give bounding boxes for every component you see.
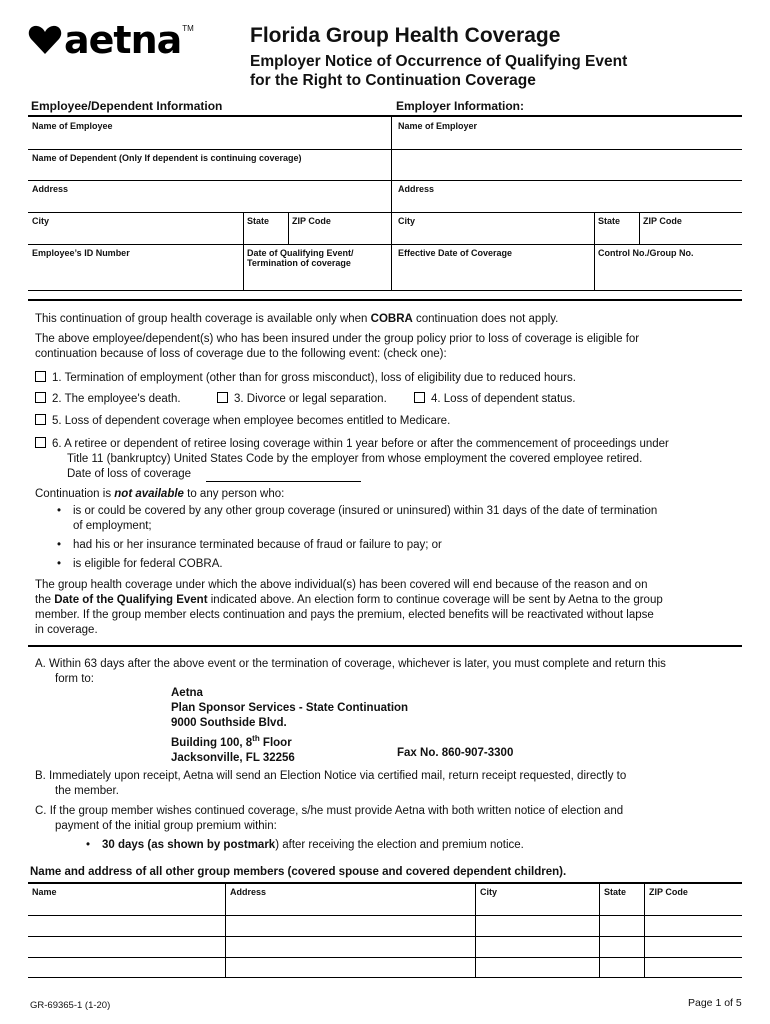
employer-address-field[interactable] <box>394 181 742 212</box>
members-col-zip: ZIP Code <box>649 887 688 897</box>
option-3-checkbox[interactable] <box>217 392 228 403</box>
employer-section-heading: Employer Information: <box>396 99 525 113</box>
members-table-bottom <box>28 977 742 978</box>
bullet-2-text: had his or her insurance terminated because of fraud or failure to pay; or <box>73 539 442 551</box>
employee-city-label: City <box>32 216 50 226</box>
table-row[interactable] <box>28 915 742 916</box>
cobra-text-a: This continuation of group health coverage is available only when <box>35 313 371 325</box>
instruction-c-bullet-rest: ) after receiving the election and premium notice. <box>275 839 524 851</box>
logo-trademark: TM <box>182 23 194 33</box>
heart-icon <box>28 25 62 55</box>
qualifying-event-bold: Date of the Qualifying Event <box>54 594 208 606</box>
subtitle-line-1: Employer Notice of Occurrence of Qualifying Event <box>250 53 628 70</box>
notice-top-border <box>28 299 742 301</box>
subtitle-line-2: for the Right to Continuation Coverage <box>250 72 536 89</box>
employer-city-label: City <box>398 216 416 226</box>
fax-number: Fax No. 860-907-3300 <box>397 747 514 759</box>
bullet-1: • is or could be covered by any other group coverage (insured or uninsured) within 31 days of the date of termination of employment; <box>57 505 658 532</box>
employee-name-field[interactable] <box>28 118 390 149</box>
option-5[interactable] <box>35 414 450 429</box>
dependent-name-field[interactable] <box>28 150 390 180</box>
coverage-end-line-2a: the <box>35 594 55 606</box>
address-line-4a: Building 100, 8 <box>171 736 253 749</box>
option-2[interactable] <box>35 392 181 407</box>
employee-state-field[interactable] <box>243 213 288 244</box>
address-line-1: Aetna <box>171 687 203 699</box>
option-5-checkbox[interactable] <box>35 414 46 425</box>
employer-blank-field[interactable] <box>394 150 742 180</box>
members-col-divider <box>644 884 645 977</box>
bullet-1-line-2: of employment; <box>73 520 152 532</box>
members-col-divider <box>225 884 226 977</box>
continuation-text-a: Continuation is <box>35 488 115 500</box>
employee-id-field[interactable] <box>28 245 242 290</box>
form-number: GR-69365-1 (1-20) <box>30 1000 111 1011</box>
coverage-end-line-1: The group health coverage under which the above individual(s) has been covered will end because of the reason and on <box>35 579 648 591</box>
mailing-address <box>171 686 408 766</box>
table-row[interactable] <box>28 957 742 958</box>
notice-bottom-border <box>28 645 742 647</box>
control-number-field[interactable] <box>594 245 742 290</box>
table-row[interactable] <box>28 936 742 937</box>
instruction-b-line-2: the member. <box>55 785 119 797</box>
instruction-c-bullet: • 30 days (as shown by postmark) after receiving the election and premium notice. <box>86 839 524 851</box>
page-title: Florida Group Health Coverage <box>250 24 561 47</box>
employee-address-label: Address <box>32 184 69 194</box>
effective-date-field[interactable] <box>394 245 594 290</box>
qualifying-event-date-field[interactable] <box>243 245 391 290</box>
qualifying-event-label-2: Termination of coverage <box>247 258 351 268</box>
bullet-2: • had his or her insurance terminated because of fraud or failure to pay; or <box>57 539 442 551</box>
employee-section-heading: Employee/Dependent Information <box>31 99 223 113</box>
employer-name-label: Name of Employer <box>398 121 478 131</box>
grid-bottom-border <box>28 290 742 291</box>
option-5-label: 5. Loss of dependent coverage when employee becomes entitled to Medicare. <box>52 415 451 427</box>
option-6-checkbox[interactable] <box>35 437 46 448</box>
coverage-end-line-4: in coverage. <box>35 624 98 636</box>
employer-zip-label: ZIP Code <box>643 216 682 226</box>
employer-state-field[interactable] <box>594 213 639 244</box>
loss-date-label: Date of loss of coverage <box>67 468 192 480</box>
coverage-end-line-2c: indicated above. An election form to continue coverage will be sent by Aetna to the group <box>207 594 663 606</box>
option-4[interactable] <box>414 392 576 407</box>
continuation-text-c: to any person who: <box>183 488 285 500</box>
instruction-a-line-2: form to: <box>55 673 94 685</box>
employee-id-label: Employee’s ID Number <box>32 248 130 258</box>
employee-state-label: State <box>247 216 270 226</box>
employer-state-label: State <box>598 216 621 226</box>
instruction-b-line-1: B. Immediately upon receipt, Aetna will send an Election Notice via certified mail, return receipt requested, directly to <box>35 770 627 782</box>
members-col-divider <box>599 884 600 977</box>
eligibility-line-2: continuation because of loss of coverage due to the following event: (check one): <box>35 348 447 360</box>
instruction-c <box>35 804 623 834</box>
control-number-label: Control No./Group No. <box>598 248 694 258</box>
option-3[interactable] <box>217 392 387 407</box>
members-col-city: City <box>480 887 498 897</box>
employer-zip-field[interactable] <box>639 213 742 244</box>
bullet-3: • is eligible for federal COBRA. <box>57 558 223 570</box>
option-4-checkbox[interactable] <box>414 392 425 403</box>
members-col-state: State <box>604 887 627 897</box>
address-line-4b: Floor <box>259 736 292 749</box>
instruction-c-line-1: C. If the group member wishes continued coverage, s/he must provide Aetna with both written notice of election and <box>35 805 624 817</box>
coverage-end-line-3: member. If the group member elects continuation and pays the premium, elected benefits will be reactivated without lapse <box>35 609 654 621</box>
employee-zip-field[interactable] <box>288 213 390 244</box>
members-col-address: Address <box>230 887 267 897</box>
dependent-name-label: Name of Dependent (Only If dependent is continuing coverage) <box>32 153 302 163</box>
cobra-text-c: continuation does not apply. <box>412 313 559 325</box>
address-line-3: 9000 Southside Blvd. <box>171 717 287 729</box>
employee-name-label: Name of Employee <box>32 121 113 131</box>
page-subtitle <box>250 52 720 90</box>
loss-date-input-line[interactable] <box>206 481 361 482</box>
option-6-line-2: Title 11 (bankruptcy) United States Code by the employer from whose employment the covered employee retired. <box>67 453 643 465</box>
option-1-checkbox[interactable] <box>35 371 46 382</box>
not-available-text: not available <box>114 488 184 500</box>
employer-city-field[interactable] <box>394 213 594 244</box>
option-1-label: 1. Termination of employment (other than for gross misconduct), loss of eligibility due to reduced hours. <box>52 372 576 384</box>
members-table-top <box>28 882 742 884</box>
option-6[interactable] <box>35 437 669 452</box>
employee-zip-label: ZIP Code <box>292 216 331 226</box>
option-6-label-1: 6. A retiree or dependent of retiree losing coverage within 1 year before or after the commencement of proceedings under <box>52 438 669 450</box>
continuation-text <box>35 487 284 502</box>
instruction-b <box>35 769 626 799</box>
instruction-a <box>35 657 666 687</box>
members-col-divider <box>475 884 476 977</box>
employer-name-field[interactable] <box>394 118 742 149</box>
logo-text: aetna <box>64 18 182 62</box>
aetna-logo <box>28 18 198 62</box>
employer-address-label: Address <box>398 184 435 194</box>
eligibility-text <box>35 332 639 362</box>
members-col-name: Name <box>32 887 57 897</box>
address-superscript: th <box>252 734 260 743</box>
option-4-label: 4. Loss of dependent status. <box>431 393 576 405</box>
page-number: Page 1 of 5 <box>688 997 742 1009</box>
option-1[interactable] <box>35 371 576 386</box>
instruction-a-line-1: A. Within 63 days after the above event or the termination of coverage, whichever is later, you must complete and return this <box>35 658 666 670</box>
bullet-3-text: is eligible for federal COBRA. <box>73 558 223 570</box>
coverage-end-text <box>35 578 663 638</box>
grid-top-border <box>28 115 742 117</box>
members-heading: Name and address of all other group members (covered spouse and covered dependent children). <box>30 866 567 878</box>
thirty-days-text: 30 days (as shown by postmark <box>102 839 276 851</box>
qualifying-event-label-1: Date of Qualifying Event/ <box>247 248 354 258</box>
employee-address-field[interactable] <box>28 181 390 212</box>
option-3-label: 3. Divorce or legal separation. <box>234 393 387 405</box>
eligibility-line-1: The above employee/dependent(s) who has been insured under the group policy prior to loss of coverage is eligible for <box>35 333 640 345</box>
cobra-text-bold: COBRA <box>370 313 413 325</box>
option-2-checkbox[interactable] <box>35 392 46 403</box>
address-line-5: Jacksonville, FL 32256 <box>171 751 295 764</box>
cobra-notice-text <box>35 312 558 327</box>
address-line-2: Plan Sponsor Services - State Continuation <box>171 702 409 714</box>
option-2-label: 2. The employee's death. <box>52 393 181 405</box>
bullet-1-line-1: is or could be covered by any other group coverage (insured or uninsured) within 31 days of the date of termination <box>73 505 658 517</box>
instruction-c-line-2: payment of the initial group premium within: <box>55 820 277 832</box>
grid-divider <box>391 117 392 291</box>
effective-date-label: Effective Date of Coverage <box>398 248 513 258</box>
employee-city-field[interactable] <box>28 213 242 244</box>
